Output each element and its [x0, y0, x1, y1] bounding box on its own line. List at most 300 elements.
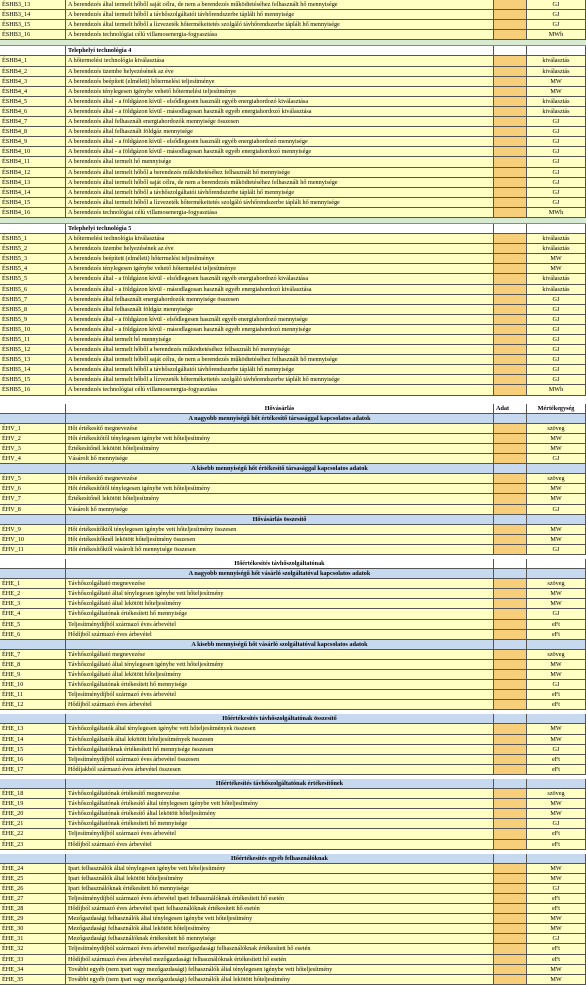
unit-cell: GJ [527, 355, 586, 365]
section-header-row [0, 779, 586, 789]
value-input-cell[interactable] [494, 840, 527, 850]
table-row [0, 168, 586, 178]
value-input-cell[interactable] [494, 274, 527, 284]
table-row [0, 208, 586, 218]
table-row [0, 0, 586, 10]
value-input-cell[interactable] [494, 630, 527, 640]
section-header-row [0, 515, 586, 525]
code-cell: ÉSHB5_4 [0, 264, 66, 274]
table-row [0, 755, 586, 765]
value-input-cell [494, 46, 527, 56]
code-cell: ÉSHB5_11 [0, 335, 66, 345]
value-input-cell[interactable] [494, 789, 527, 799]
table-row [0, 864, 586, 874]
code-cell: ÉHE_8 [0, 660, 66, 670]
description-cell: Értékesítőnél lekötött hőteljesítmény [66, 444, 494, 454]
unit-cell: MW [527, 924, 586, 934]
unit-cell [527, 559, 586, 569]
description-cell: Távhőszolgáltató által ténylegesen igénybe vett hőteljesítmény [66, 660, 494, 670]
code-cell: ÉHV_11 [0, 545, 66, 555]
table-row [0, 274, 586, 284]
value-input-cell[interactable] [494, 680, 527, 690]
table-row [0, 894, 586, 904]
value-input-cell[interactable] [494, 56, 527, 66]
description-cell: A berendezés ténylegesen igénybe vehető hőtermelési teljesítménye [66, 87, 494, 97]
description-cell: Hődíjból származó éves árbevétel [66, 630, 494, 640]
code-cell: ÉHE_16 [0, 755, 66, 765]
code-cell: ÉSHB4_14 [0, 188, 66, 198]
code-cell: ÉHV_1 [0, 424, 66, 434]
value-input-cell [494, 559, 527, 569]
unit-cell: GJ [527, 188, 586, 198]
code-cell: ÉSHB3_14 [0, 10, 66, 20]
description-cell: A berendezés üzembe helyezésének az éve [66, 244, 494, 254]
value-input-cell[interactable] [494, 579, 527, 589]
unit-cell: MW [527, 525, 586, 535]
unit-cell: GJ [527, 295, 586, 305]
value-input-cell[interactable] [494, 424, 527, 434]
description-cell: Hőértékesítés távhőszolgáltatónak [66, 559, 494, 569]
value-input-cell[interactable] [494, 535, 527, 545]
code-cell: ÉSHB5_10 [0, 325, 66, 335]
unit-cell: kiválasztás [527, 234, 586, 244]
table-row [0, 107, 586, 117]
code-cell: ÉHE_19 [0, 799, 66, 809]
value-input-cell[interactable] [494, 325, 527, 335]
table-row [0, 97, 586, 107]
unit-cell [527, 779, 586, 789]
table-row [0, 819, 586, 829]
value-input-cell[interactable] [494, 599, 527, 609]
unit-cell: kiválasztás [527, 285, 586, 295]
description-cell: A kisebb mennyiségű hőt értékesítő társasággal kapcsolatos adatok [66, 464, 494, 474]
code-cell: ÉSHB4_11 [0, 157, 66, 167]
table-row [0, 254, 586, 264]
description-cell: Teljesítménydíjból származó éves árbevétel [66, 690, 494, 700]
value-input-cell[interactable] [494, 137, 527, 147]
value-input-cell[interactable] [494, 955, 527, 965]
value-input-cell[interactable] [494, 285, 527, 295]
table-row [0, 975, 586, 985]
table-row [0, 10, 586, 20]
description-cell: Teljesítménydíjból származó éves árbevétel összesen [66, 755, 494, 765]
description-cell: A berendezés által termelt hőből a berendezés működtetéséhez felhasznált hő mennyisége [66, 345, 494, 355]
unit-cell: szöveg [527, 474, 586, 484]
description-cell: Távhőszolgáltatónak értékesített hő mennyisége [66, 680, 494, 690]
value-input-cell[interactable] [494, 934, 527, 944]
code-cell: ÉSHB5_9 [0, 315, 66, 325]
description-cell: A berendezés által felhasznált földgáz mennyisége [66, 305, 494, 315]
value-input-cell[interactable] [494, 884, 527, 894]
value-input-cell [494, 569, 527, 579]
section-header-row [0, 464, 586, 474]
description-cell: A nagyobb mennyiségű hőt értékesítő társasággal kapcsolatos adatok [66, 414, 494, 424]
unit-cell: eFt [527, 840, 586, 850]
code-cell: ÉSHB4_7 [0, 117, 66, 127]
description-cell: A berendezés ténylegesen igénybe vehető hőtermelési teljesítménye [66, 264, 494, 274]
value-input-cell[interactable] [494, 809, 527, 819]
description-cell: Távhőszolgáltató megnevezése [66, 650, 494, 660]
unit-cell: MW [527, 77, 586, 87]
value-input-cell[interactable] [494, 234, 527, 244]
table-row [0, 385, 586, 395]
table-row [0, 335, 586, 345]
description-cell: Vásárolt hő mennyisége [66, 505, 494, 515]
description-cell: Mezőgazdasági felhasználóknak értékesített hő mennyisége [66, 934, 494, 944]
description-cell: Távhőszolgáltatónak értékesített hő mennyisége [66, 819, 494, 829]
value-input-cell[interactable] [494, 77, 527, 87]
section-header-row [0, 854, 586, 864]
value-input-cell[interactable] [494, 30, 527, 40]
table-row [0, 87, 586, 97]
value-input-cell[interactable] [494, 10, 527, 20]
description-cell: Távhőszolgáltató által lekötött hőteljesítmény [66, 599, 494, 609]
table-row [0, 700, 586, 710]
description-cell: A berendezés technológiai célú villamosenergia-fogyasztása [66, 30, 494, 40]
unit-cell: MW [527, 975, 586, 985]
value-input-cell[interactable] [494, 620, 527, 630]
value-input-cell[interactable] [494, 157, 527, 167]
value-input-cell[interactable] [494, 505, 527, 515]
table-row [0, 494, 586, 504]
description-cell: Távhőszolgáltató által ténylegesen igénybe vett hőteljesítmény [66, 589, 494, 599]
code-cell: ÉHV_3 [0, 444, 66, 454]
unit-cell: kiválasztás [527, 67, 586, 77]
description-cell: Távhőszolgáltatónak értékesítő megnevezése [66, 789, 494, 799]
code-cell: ÉSHB4_4 [0, 87, 66, 97]
value-input-cell[interactable] [494, 894, 527, 904]
code-cell: ÉSHB5_8 [0, 305, 66, 315]
code-cell: ÉHE_14 [0, 735, 66, 745]
unit-cell: szöveg [527, 579, 586, 589]
unit-cell: GJ [527, 375, 586, 385]
value-input-cell [494, 464, 527, 474]
unit-cell: MW [527, 809, 586, 819]
unit-cell: MW [527, 264, 586, 274]
unit-cell: Mértékegység [527, 404, 586, 414]
table-row [0, 799, 586, 809]
value-input-cell[interactable] [494, 700, 527, 710]
unit-cell: MW [527, 87, 586, 97]
code-cell: ÉHE_35 [0, 975, 66, 985]
unit-cell: eFt [527, 829, 586, 839]
description-cell: Hőértékesítés távhőszolgáltatónak értékesítőnek [66, 779, 494, 789]
code-cell: ÉHV_8 [0, 505, 66, 515]
unit-cell: MWh [527, 385, 586, 395]
table-row [0, 345, 586, 355]
table-row [0, 295, 586, 305]
table-row [0, 525, 586, 535]
unit-cell: GJ [527, 934, 586, 944]
value-input-cell[interactable] [494, 650, 527, 660]
table-row [0, 127, 586, 137]
description-cell: Hőt értékesítőktől ténylegesen igénybe vett hőteljesítmény összesen [66, 525, 494, 535]
value-input-cell[interactable] [494, 670, 527, 680]
table-row [0, 157, 586, 167]
unit-cell: eFt [527, 944, 586, 954]
value-input-cell[interactable] [494, 20, 527, 30]
code-cell: ÉHE_20 [0, 809, 66, 819]
code-cell: ÉHE_34 [0, 965, 66, 975]
description-cell: Ipari felhasználóknak értékesített hő mennyisége [66, 884, 494, 894]
table-row [0, 178, 586, 188]
code-cell: ÉHE_29 [0, 914, 66, 924]
value-input-cell[interactable] [494, 660, 527, 670]
value-input-cell[interactable] [494, 914, 527, 924]
unit-cell [527, 714, 586, 724]
unit-cell: eFt [527, 630, 586, 640]
unit-cell: GJ [527, 335, 586, 345]
code-cell: ÉHE_31 [0, 934, 66, 944]
description-cell: A berendezés által - a földgázon kívül - másodlagosan használt egyéb energiahordozó kiválasztása [66, 285, 494, 295]
code-cell: ÉHE_7 [0, 650, 66, 660]
value-input-cell[interactable] [494, 244, 527, 254]
code-cell: ÉSHB5_2 [0, 244, 66, 254]
value-input-cell[interactable] [494, 254, 527, 264]
description-cell: Hőt értékesítőtől ténylegesen igénybe vett hőteljesítmény [66, 484, 494, 494]
code-cell: ÉSHB5_1 [0, 234, 66, 244]
unit-cell [527, 640, 586, 650]
value-input-cell[interactable] [494, 117, 527, 127]
table-row [0, 535, 586, 545]
unit-cell [527, 515, 586, 525]
unit-cell: GJ [527, 137, 586, 147]
value-input-cell[interactable] [494, 107, 527, 117]
value-input-cell[interactable] [494, 735, 527, 745]
value-input-cell[interactable] [494, 365, 527, 375]
code-cell: ÉHE_3 [0, 599, 66, 609]
description-cell: Hővásárlás összesítő [66, 515, 494, 525]
code-cell: ÉHE_11 [0, 690, 66, 700]
table-row [0, 809, 586, 819]
value-input-cell[interactable] [494, 755, 527, 765]
value-input-cell[interactable] [494, 87, 527, 97]
unit-cell: GJ [527, 305, 586, 315]
unit-cell: MW [527, 724, 586, 734]
unit-cell: eFt [527, 700, 586, 710]
code-cell: ÉHE_13 [0, 724, 66, 734]
unit-cell: GJ [527, 325, 586, 335]
value-input-cell[interactable] [494, 147, 527, 157]
table-row [0, 325, 586, 335]
unit-cell: eFt [527, 620, 586, 630]
value-input-cell[interactable] [494, 589, 527, 599]
value-input-cell[interactable] [494, 178, 527, 188]
value-input-cell[interactable] [494, 434, 527, 444]
table-row [0, 620, 586, 630]
table-row [0, 285, 586, 295]
code-cell: ÉSHB4_5 [0, 97, 66, 107]
value-input-cell[interactable] [494, 444, 527, 454]
description-cell: Távhőszolgáltatónak értékesített hő mennyisége [66, 609, 494, 619]
value-input-cell[interactable] [494, 904, 527, 914]
description-cell: A berendezés által felhasznált földgáz mennyisége [66, 127, 494, 137]
unit-cell: GJ [527, 157, 586, 167]
value-input-cell[interactable] [494, 335, 527, 345]
table-row [0, 955, 586, 965]
unit-cell: MWh [527, 208, 586, 218]
value-input-cell[interactable] [494, 345, 527, 355]
value-input-cell[interactable] [494, 305, 527, 315]
value-input-cell[interactable] [494, 198, 527, 208]
value-input-cell[interactable] [494, 765, 527, 775]
unit-cell: MW [527, 660, 586, 670]
description-cell: Hődíjból származó éves árbevétel [66, 700, 494, 710]
table-row [0, 244, 586, 254]
code-cell [0, 464, 66, 474]
table-row [0, 690, 586, 700]
table-row [0, 735, 586, 745]
value-input-cell[interactable] [494, 67, 527, 77]
value-input-cell[interactable] [494, 525, 527, 535]
description-cell: Hőértékesítés egyéb felhasználóknak [66, 854, 494, 864]
value-input-cell[interactable] [494, 819, 527, 829]
value-input-cell [494, 515, 527, 525]
code-cell: ÉSHB4_2 [0, 67, 66, 77]
table-row [0, 765, 586, 775]
description-cell: Hődíjakból származó éves árbevétel összesen [66, 765, 494, 775]
code-cell: ÉSHB4_16 [0, 208, 66, 218]
description-cell: A berendezés által termelt hőből saját célra, de nem a berendezés működtetéséhez felhasznált hő mennyisége [66, 178, 494, 188]
description-cell: Teljesítménydíjból származó éves árbevétel [66, 620, 494, 630]
unit-cell: GJ [527, 10, 586, 20]
code-cell: ÉHE_9 [0, 670, 66, 680]
value-input-cell [494, 414, 527, 424]
value-input-cell[interactable] [494, 484, 527, 494]
value-input-cell[interactable] [494, 745, 527, 755]
unit-cell: GJ [527, 345, 586, 355]
unit-cell: szöveg [527, 789, 586, 799]
unit-cell: MW [527, 254, 586, 264]
value-input-cell[interactable] [494, 944, 527, 954]
unit-cell: MW [527, 434, 586, 444]
description-cell: A berendezés által felhasznált energiahordozók mennyisége összesen [66, 295, 494, 305]
value-input-cell[interactable] [494, 965, 527, 975]
code-cell: ÉSHB4_9 [0, 137, 66, 147]
value-input-cell[interactable] [494, 474, 527, 484]
description-cell: Távhőszolgáltatónak értékesítő által lekötött hőteljesítmény [66, 809, 494, 819]
code-cell: ÉSHB4_13 [0, 178, 66, 188]
description-cell: A kisebb mennyiségű hőt vásárló szolgáltatóval kapcsolatos adatok [66, 640, 494, 650]
table-row [0, 874, 586, 884]
value-input-cell[interactable] [494, 829, 527, 839]
description-cell: Távhőszolgáltató által lekötött hőteljesítmény [66, 670, 494, 680]
code-cell [0, 779, 66, 789]
code-cell [0, 559, 66, 569]
value-input-cell[interactable] [494, 0, 527, 10]
section-header-row [0, 640, 586, 650]
description-cell: A hőtermelési technológia kiválasztása [66, 56, 494, 66]
table-row [0, 56, 586, 66]
code-cell [0, 714, 66, 724]
code-cell: ÉSHB4_12 [0, 168, 66, 178]
value-input-cell[interactable] [494, 924, 527, 934]
value-input-cell[interactable] [494, 385, 527, 395]
description-cell: A berendezés által felhasznált energiahordozók mennyisége összesen [66, 117, 494, 127]
value-input-cell[interactable] [494, 315, 527, 325]
unit-cell: kiválasztás [527, 56, 586, 66]
table-row [0, 234, 586, 244]
description-cell: A berendezés beépített (elméleti) hőtermelési teljesítménye [66, 77, 494, 87]
value-input-cell[interactable] [494, 609, 527, 619]
unit-cell: GJ [527, 315, 586, 325]
value-input-cell[interactable] [494, 975, 527, 985]
table-row [0, 934, 586, 944]
value-input-cell[interactable] [494, 208, 527, 218]
table-row [0, 965, 586, 975]
table-row [0, 77, 586, 87]
value-input-cell[interactable] [494, 724, 527, 734]
unit-cell: kiválasztás [527, 244, 586, 254]
value-input-cell[interactable] [494, 864, 527, 874]
description-cell: A nagyobb mennyiségű hőt vásárló szolgáltatóval kapcsolatos adatok [66, 569, 494, 579]
unit-cell [527, 569, 586, 579]
value-input-cell[interactable] [494, 168, 527, 178]
value-input-cell[interactable] [494, 295, 527, 305]
value-input-cell[interactable] [494, 127, 527, 137]
table-row [0, 117, 586, 127]
value-input-cell[interactable] [494, 799, 527, 809]
value-input-cell[interactable] [494, 874, 527, 884]
unit-cell: eFt [527, 894, 586, 904]
unit-cell: kiválasztás [527, 107, 586, 117]
unit-cell: GJ [527, 819, 586, 829]
description-cell: További egyéb (nem ipari vagy mezőgazdasági) felhasználók által lekötött hőteljesítmény [66, 975, 494, 985]
code-cell [0, 414, 66, 424]
code-cell: ÉHE_4 [0, 609, 66, 619]
code-cell: ÉHE_10 [0, 680, 66, 690]
table-row [0, 474, 586, 484]
description-cell: A berendezés által - a földgázon kívül - másodlagosan használt egyéb energiahordozó mennyisége [66, 325, 494, 335]
table-row [0, 484, 586, 494]
value-input-cell[interactable] [494, 188, 527, 198]
description-cell: A berendezés beépített (elméleti) hőtermelési teljesítménye [66, 254, 494, 264]
value-input-cell[interactable] [494, 545, 527, 555]
unit-cell: kiválasztás [527, 97, 586, 107]
table-row [0, 914, 586, 924]
table-row [0, 579, 586, 589]
code-cell: ÉSHB4_6 [0, 107, 66, 117]
table-row [0, 884, 586, 894]
value-input-cell[interactable] [494, 264, 527, 274]
table-row [0, 589, 586, 599]
code-cell [0, 46, 66, 56]
unit-cell: MW [527, 484, 586, 494]
unit-cell: MW [527, 599, 586, 609]
value-input-cell[interactable] [494, 454, 527, 464]
code-cell: ÉHV_9 [0, 525, 66, 535]
value-input-cell[interactable] [494, 355, 527, 365]
section-header-row [0, 559, 586, 569]
value-input-cell[interactable] [494, 690, 527, 700]
value-input-cell[interactable] [494, 97, 527, 107]
unit-cell [527, 854, 586, 864]
code-cell [0, 854, 66, 864]
table-row [0, 30, 586, 40]
code-cell: ÉHE_24 [0, 864, 66, 874]
description-cell: A berendezés által - a földgázon kívül - másodlagosan használt egyéb energiahordozó kiválasztása [66, 107, 494, 117]
table-row [0, 680, 586, 690]
code-cell: ÉHV_7 [0, 494, 66, 504]
code-cell: ÉHE_2 [0, 589, 66, 599]
table-row [0, 630, 586, 640]
value-input-cell[interactable] [494, 375, 527, 385]
value-input-cell[interactable] [494, 494, 527, 504]
unit-cell: MW [527, 444, 586, 454]
code-cell [0, 569, 66, 579]
table-row [0, 840, 586, 850]
code-cell [0, 515, 66, 525]
